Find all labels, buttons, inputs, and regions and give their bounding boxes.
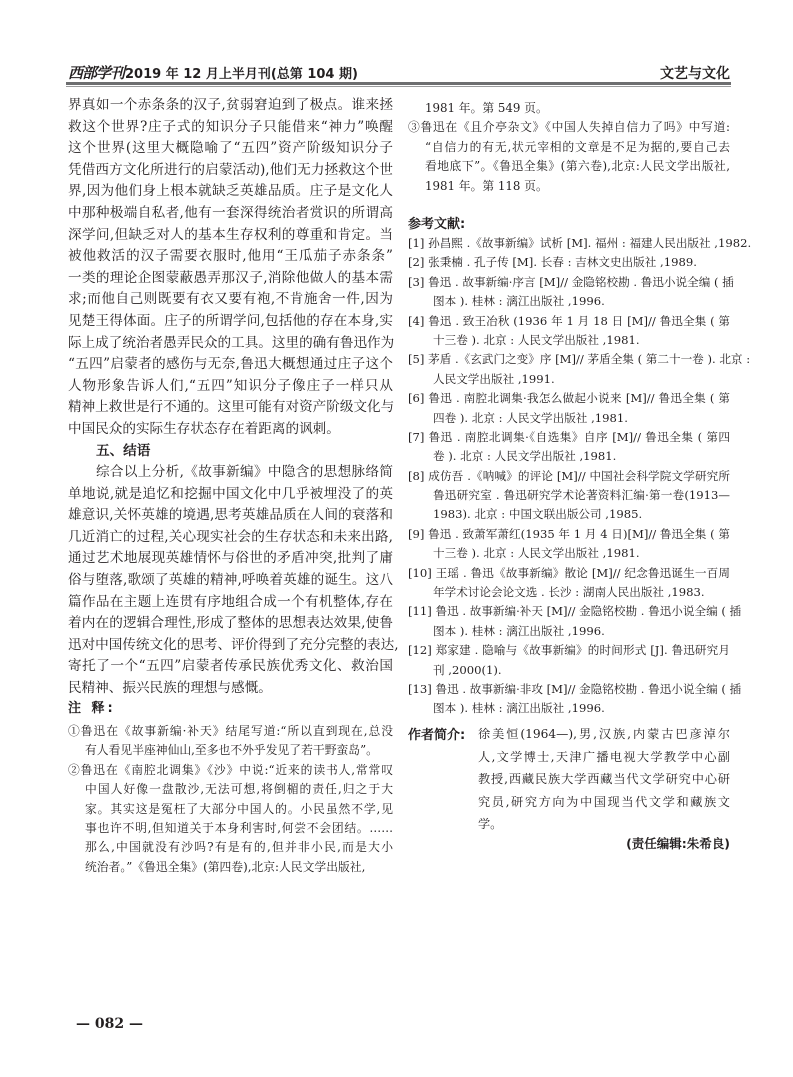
text-line: 通过艺术地展现英雄情怀与俗世的矛盾冲突,批判了庸 (68, 550, 393, 567)
reference-line: 四卷 ). 北京 : 人民文学出版社 ,1981. (433, 410, 628, 425)
reference-line: [7] 鲁迅 . 南腔北调集·《自选集》自序 [M]// 鲁迅全集 ( 第四 (408, 429, 730, 444)
notes-right (408, 99, 730, 196)
text-line: 单地说,就是追忆和挖掘中国文化中几乎被埋没了的英 (68, 485, 393, 502)
responsible-editor: (责任编辑:朱希良) (626, 836, 730, 851)
text-line: 被他救活的汉子需要衣服时,他用“王瓜茄子赤条条” (68, 248, 393, 265)
reference-line: 图本 ). 桂林 : 漓江出版社 ,1996. (433, 294, 605, 309)
text-line: 际上成了统治者愚弄民众的工具。这里的确有鲁迅作为 (68, 334, 395, 351)
text-line: 深学问,但缺乏对人的基本生存权利的尊重和肯定。当 (68, 226, 393, 243)
reference-line: 图本 ). 桂林 : 漓江出版社 ,1996. (433, 623, 605, 638)
text-line: 迅对中国传统文化的思考、评价得到了充分完整的表达, (68, 636, 399, 653)
note-line: 有人看见半座神仙山,至多也不外乎发见了若干野蛮岛”。 (85, 743, 378, 758)
notes-left (68, 722, 393, 877)
reference-line: [3] 鲁迅 . 故事新编·序言 [M]// 金隐铭校勘 . 鲁迅小说全编 ( 插 (408, 274, 734, 289)
text-line: “五四”启蒙者的感伤与无奈,鲁迅大概想通过庄子这个 (68, 356, 393, 373)
text-line: 人物形象告诉人们,“五四”知识分子像庄子一样只从 (68, 377, 393, 394)
note-line: 1981 年。第 549 页。 (425, 101, 548, 115)
reference-line: [4] 鲁迅 . 致王冶秋 (1936 年 1 月 18 日 [M]// 鲁迅全集 ( 第 (408, 313, 730, 328)
header-rule-thin (66, 86, 731, 87)
text-line: 见楚王得体面。庄子的所谓学问,包括他的存在本身,实 (68, 312, 393, 329)
reference-line: [11] 鲁迅 . 故事新编·补天 [M]// 金隐铭校勘 . 鲁迅小说全编 ( 插 (408, 604, 742, 619)
journal-logo: 西部学刊 (68, 64, 125, 82)
reference-line: [5] 茅盾 .《玄武门之变》序 [M]// 茅盾全集 ( 第二十一卷 ). 北京 : (408, 352, 751, 367)
text-line: 教授,西藏民族大学西藏当代文学研究中心研 (478, 772, 730, 787)
reference-line: [6] 鲁迅 . 南腔北调集·我怎么做起小说来 [M]// 鲁迅全集 ( 第 (408, 391, 730, 406)
reference-line: 年学术讨论会论文选 . 长沙 : 湖南人民出版社 ,1983. (433, 585, 705, 600)
text-line: 究员,研究方向为中国现当代文学和藏族文 (478, 794, 730, 809)
text-line: 求;而他自己则既要有衣又要有袍,不肯施舍一件,因为 (68, 291, 393, 308)
reference-line: 图本 ). 桂林 : 漓江出版社 ,1996. (433, 701, 605, 716)
text-line: 学。 (478, 817, 503, 832)
reference-line: [13] 鲁迅 . 故事新编·非攻 [M]// 金隐铭校勘 . 鲁迅小说全编 ( 插 (408, 681, 742, 696)
text-line: 一类的理论企图蒙蔽愚弄那汉子,消除他做人的基本需 (68, 269, 393, 286)
note-line: 统治者。”《鲁迅全集》(第四卷),北京:人民文学出版社, (85, 859, 366, 874)
text-line: 俗与堕落,歌颂了英雄的精神,呼唤着英雄的诞生。这八 (68, 572, 393, 589)
text-line: 中那种极端自私者,他有一套深得统治者赏识的所谓高 (68, 204, 393, 221)
reference-line: 卷 ). 北京 : 人民文学出版社 ,1981. (433, 449, 617, 464)
text-line: 界,因为他们身上根本就缺乏英雄品质。庄子是文化人 (68, 183, 393, 200)
section-heading: 五、结语 (96, 442, 151, 459)
reference-line: 十三卷 ). 北京 : 人民文学出版社 ,1981. (433, 546, 640, 561)
note-line: 事也许不明,但知道关于本身利害时,何尝不会团结。…… (85, 820, 393, 835)
note-line: ①鲁迅在《故事新编·补天》结尾写道:“所以直到现在,总没 (68, 724, 393, 738)
references-list (408, 234, 752, 719)
page-number: — 082 — (76, 1016, 143, 1032)
note-line: 1981 年。第 118 页。 (425, 178, 548, 193)
notes-heading: 注 释: (68, 701, 116, 716)
reference-line: [1] 孙昌熙 .《故事新编》试析 [M]. 福州 : 福建人民出版社 ,1982. (408, 236, 752, 250)
text-line: 几近消亡的过程,关心现实社会的生存状态和未来出路, (68, 528, 393, 545)
text-line: 界真如一个赤条条的汉子,贫弱窘迫到了极点。谁来拯 (68, 97, 393, 113)
reference-line: [2] 张秉楠 . 孔子传 [M]. 长春 : 吉林文史出版社 ,1989. (408, 255, 697, 270)
text-line: 着内在的逻辑合理性,形成了整体的思想表达效果,使鲁 (68, 615, 393, 632)
text-line: 救这个世界?庄子式的知识分子只能借来“神力”唤醒 (68, 118, 393, 135)
author-bio-label: 作者简介: (408, 728, 466, 743)
issue-info: 2019 年 12 月上半月刊(总第 104 期) (125, 67, 358, 82)
reference-line: [10] 王瑶 . 鲁迅《故事新编》散论 [M]// 纪念鲁迅诞生一百周 (408, 565, 730, 580)
text-line: 人,文学博士,天津广播电视大学教学中心副 (478, 749, 730, 764)
text-line: 精神上救世是行不通的。这里可能有对资产阶级文化与 (68, 399, 395, 416)
reference-line: [9] 鲁迅 . 致萧军萧红(1935 年 1 月 4 日)[M]// 鲁迅全集 ( 第 (408, 526, 730, 541)
reference-line: [8] 成仿吾 .《呐喊》的评论 [M]// 中国社会科学院文学研究所 (408, 468, 730, 483)
note-line: “自信力的有无,状元宰相的文章是不足为据的,要自己去 (425, 139, 730, 154)
references-heading: 参考文献: (408, 217, 466, 232)
text-line: 这个世界(这里大概隐喻了“五四”资产阶级知识分子 (68, 140, 393, 157)
note-line: 中国人好像一盘散沙,无法可想,将倒楣的责任,归之于大 (85, 782, 393, 797)
section-title: 文艺与文化 (660, 66, 730, 82)
text-line: 中国民众的实际生存状态存在着距离的讽刺。 (68, 420, 340, 437)
text-line: 综合以上分析,《故事新编》中隐含的思想脉络简 (96, 464, 393, 481)
text-line: 篇作品在主题上连贯有序地组合成一个有机整体,存在 (68, 593, 393, 610)
body-text (68, 95, 399, 700)
reference-line: 人民文学出版社 ,1991. (433, 371, 555, 386)
note-line: 那么,中国就没有沙吗?有是有的,但并非小民,而是大小 (85, 840, 393, 855)
reference-line: 十三卷 ). 北京 : 人民文学出版社 ,1981. (433, 332, 640, 347)
header-rule (66, 82, 731, 85)
text-line: 雄意识,关怀英雄的境遇,思考英雄品质在人间的衰落和 (68, 507, 393, 524)
reference-line: [12] 郑家建 . 隐喻与《故事新编》的时间形式 [J]. 鲁迅研究月 (408, 643, 730, 658)
running-header-left (68, 62, 358, 83)
text-line: 凭借西方文化所进行的启蒙活动),他们无力拯救这个世 (68, 161, 393, 178)
reference-line: 1983). 北京 : 中国文联出版公司 ,1985. (433, 507, 643, 522)
note-line: ③鲁迅在《且介亭杂文》《中国人失掉自信力了吗》中写道: (408, 120, 730, 135)
note-line: 家。其实这是冤枉了大部分中国人的。小民虽然不学,见 (85, 801, 393, 816)
text-line: 民精神、振兴民族的理想与感慨。 (68, 680, 272, 697)
note-line: ②鲁迅在《南腔北调集》《沙》中说:“近来的读书人,常常叹 (68, 762, 393, 777)
reference-line: 鲁迅研究室 . 鲁迅研究学术论著资料汇编·第一卷(1913— (433, 488, 730, 503)
text-line: 寄托了一个“五四”启蒙者传承民族优秀文化、救治国 (68, 658, 393, 675)
text-line: 徐美恒(1964—),男,汉族,内蒙古巴彦淖尔 (478, 727, 730, 741)
note-line: 看地底下”。《鲁迅全集》(第六卷),北京:人民文学出版社, (425, 159, 730, 174)
author-bio (478, 723, 730, 836)
reference-line: 刊 ,2000(1). (433, 662, 502, 677)
